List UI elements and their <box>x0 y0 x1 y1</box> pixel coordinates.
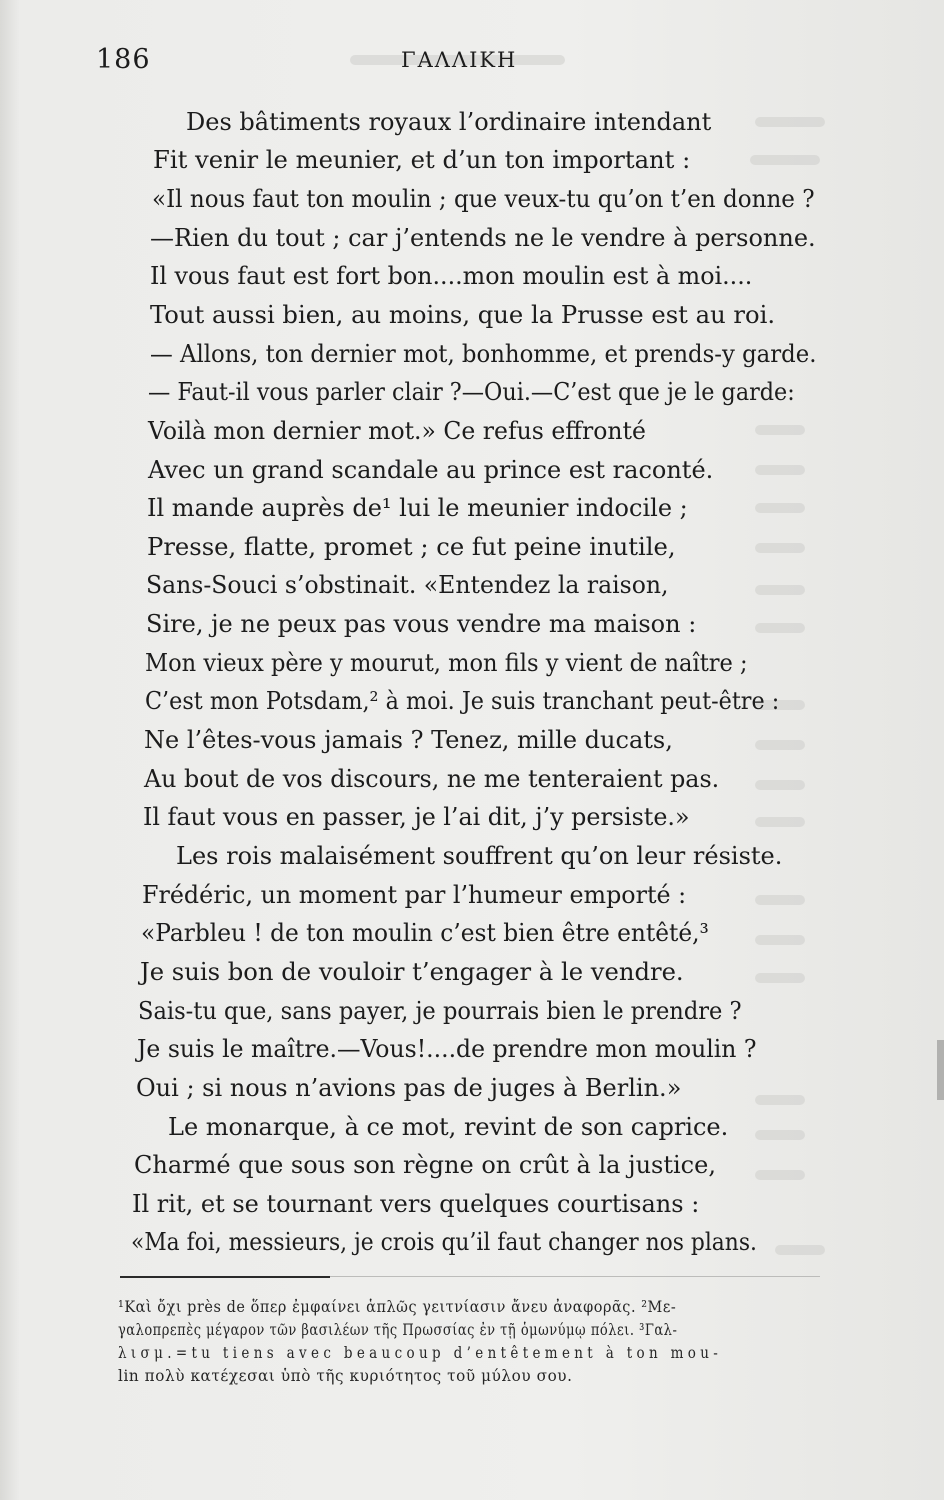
verse-line: Charmé que sous son règne on crût à la justice, <box>134 1150 716 1179</box>
footnote-line: ¹Καὶ ὄχι près de ὅπερ ἐμφαίνει ἁπλῶς γειτνίασιν ἄνευ ἀναφορᾶς. ²Με- <box>118 1298 677 1316</box>
verse-line: Il faut vous en passer, je l’ai dit, j’y persiste.» <box>143 802 690 831</box>
verse-line: Il rit, et se tournant vers quelques courtisans : <box>132 1189 700 1218</box>
verse-line: Le monarque, à ce mot, revint de son caprice. <box>168 1112 729 1141</box>
verse-line: Sans-Souci s’obstinait. «Entendez la raison, <box>146 570 669 599</box>
running-title: ΓΑΛΛΙΚΗ <box>401 48 518 72</box>
verse-line: Fit venir le meunier, et d’un ton important : <box>153 145 691 174</box>
verse-line: Frédéric, un moment par l’humeur emporté : <box>142 880 687 909</box>
verse-line: Sais-tu que, sans payer, je pourrais bien le prendre ? <box>138 996 742 1025</box>
verse-line: Au bout de vos discours, ne me tenteraient pas. <box>144 764 720 793</box>
verse-line: Mon vieux père y mourut, mon fils y vient de naître ; <box>145 648 748 677</box>
verse-line: «Il nous faut ton moulin ; que veux-tu qu’on t’en donne ? <box>152 184 815 213</box>
verse-line: — Allons, ton dernier mot, bonhomme, et prends-y garde. <box>150 339 817 368</box>
verse-line: Je suis le maître.—Vous!....de prendre mon moulin ? <box>137 1034 757 1063</box>
footnote-line: λισμ.=tu tiens avec beaucoup d’entêtement à ton mou- <box>118 1344 723 1362</box>
verse-line: «Ma foi, messieurs, je crois qu’il faut changer nos plans. <box>131 1227 757 1256</box>
footnote-rule-faint <box>330 1276 820 1277</box>
verse-line: Il mande auprès de¹ lui le meunier indocile ; <box>147 493 688 522</box>
verse-line: — Faut-il vous parler clair ?—Oui.—C’est que je le garde: <box>148 377 795 406</box>
verse-line: Oui ; si nous n’avions pas de juges à Berlin.» <box>136 1073 682 1102</box>
verse-line: «Parbleu ! de ton moulin c’est bien être entêté,³ <box>141 918 709 947</box>
verse-line: Sire, je ne peux pas vous vendre ma maison : <box>146 609 697 638</box>
verse-line: Tout aussi bien, au moins, que la Prusse est au roi. <box>150 300 776 329</box>
verse-line: —Rien du tout ; car j’entends ne le vendre à personne. <box>150 223 816 252</box>
verse-line: Avec un grand scandale au prince est raconté. <box>148 455 714 484</box>
footnote-line: lin πολὺ κατέχεσαι ὑπὸ τῆς κυριότητος τοῦ μύλου σου. <box>118 1367 573 1385</box>
footnote-line: γαλοπρεπὲς μέγαρον τῶν βασιλέων τῆς Πρωσσίας ἐν τῇ ὁμωνύμῳ πόλει. ³Γαλ- <box>118 1321 678 1339</box>
verse-line: Ne l’êtes-vous jamais ? Tenez, mille ducats, <box>144 725 673 754</box>
verse-line: Presse, flatte, promet ; ce fut peine inutile, <box>147 532 676 561</box>
verse-line: Les rois malaisément souffrent qu’on leur résiste. <box>176 841 783 870</box>
verse-line: Je suis bon de vouloir t’engager à le vendre. <box>140 957 684 986</box>
footnotes <box>118 1296 830 1388</box>
verse-line: Il vous faut est fort bon....mon moulin est à moi.... <box>150 261 753 290</box>
page-number: 186 <box>96 44 151 75</box>
footnote-rule <box>120 1276 330 1278</box>
verse-line: Voilà mon dernier mot.» Ce refus effronté <box>148 416 646 445</box>
verse-line: C’est mon Potsdam,² à moi. Je suis tranchant peut-être : <box>145 686 780 715</box>
verse-line: Des bâtiments royaux l’ordinaire intendant <box>186 107 712 136</box>
